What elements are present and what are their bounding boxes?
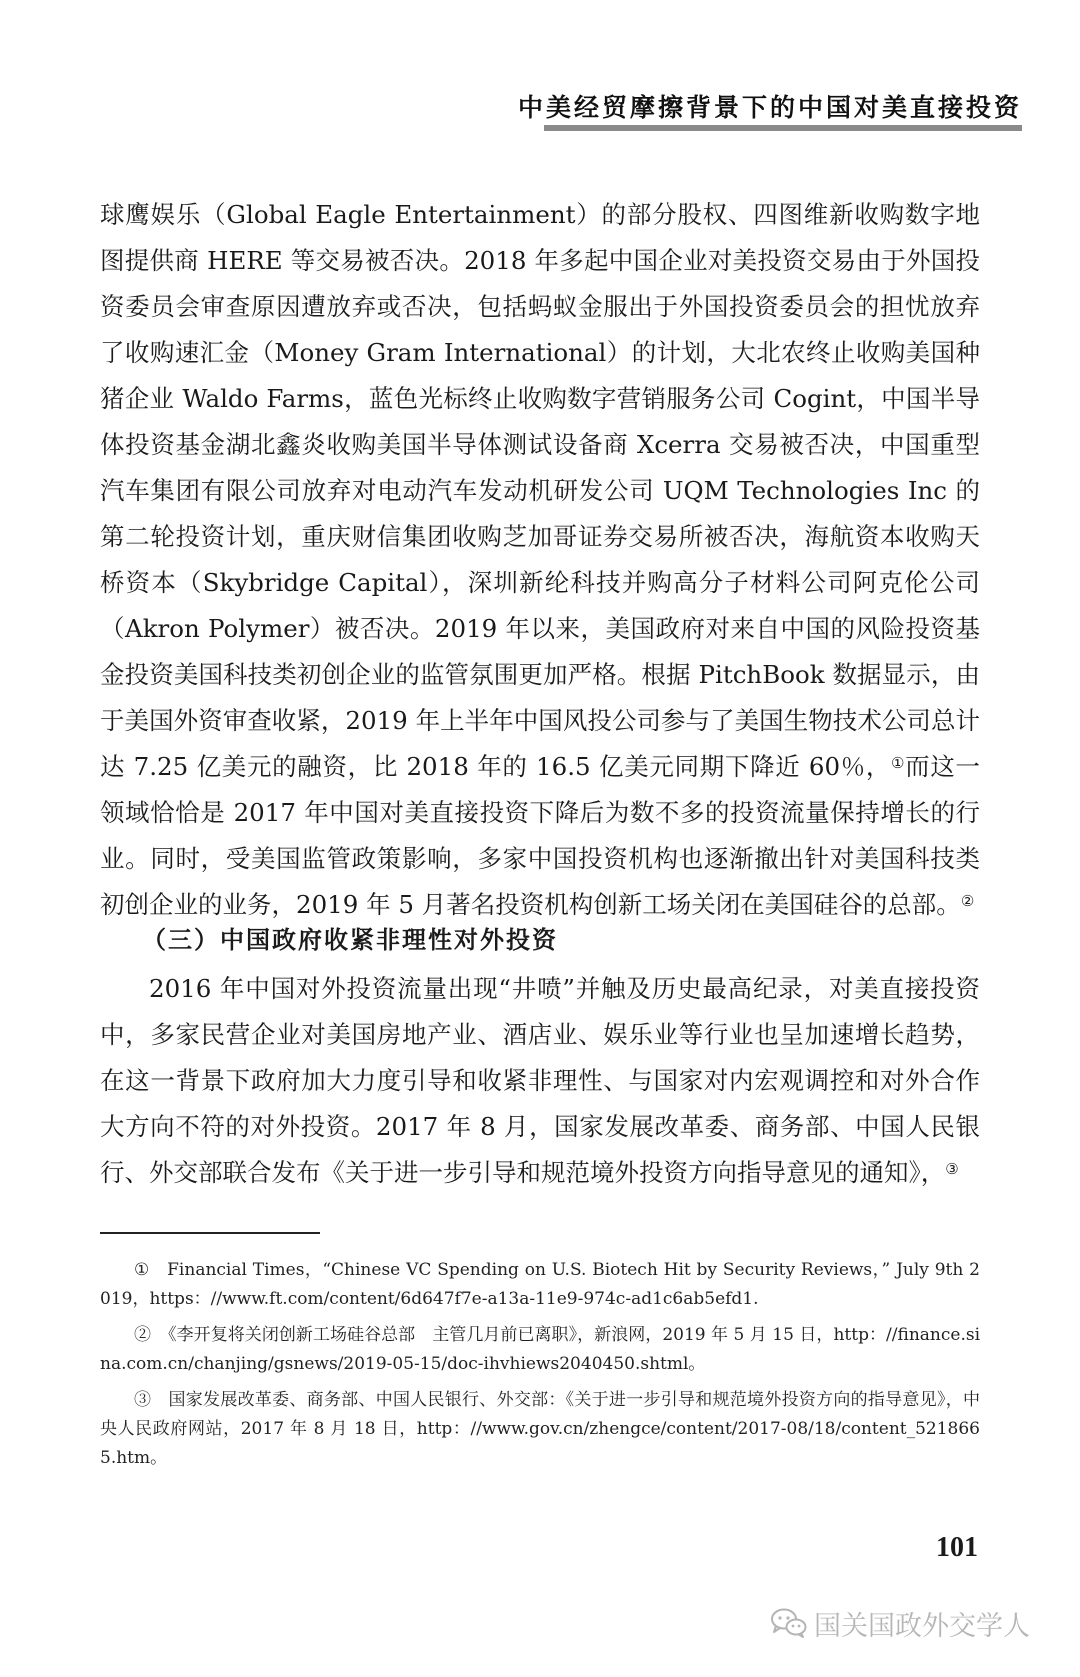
footnote-mark: ② [134,1325,152,1345]
footnote-ref-2[interactable]: ② [960,892,975,910]
body-paragraph-2 [100,966,980,1196]
footnote-ref-3[interactable]: ③ [945,1160,959,1178]
paragraph-2-text: 2016 年中国对外投资流量出现“井喷”并触及历史最高纪录，对美直接投资中，多家民营企业对美国房地产业、酒店业、娱乐业等行业也呈加速增长趋势，在这一背景下政府加大力度引导和收紧非理性、与国家对内宏观调控和对外合作大方向不符的对外投资。2017 年 8 月，国家发展改革委、商务部、中国人民银行、外交部联合发布《关于进一步引导和规范境外投资方向指导意见的通知》， [100,974,980,1187]
footnote-separator [100,1232,320,1234]
body-paragraph-1 [100,192,980,928]
watermark-text: 国关国政外交学人 [814,1610,1030,1642]
header-rule [544,125,1022,131]
footnote-1 [100,1256,980,1314]
footnote-mark: ③ [134,1390,152,1410]
footnote-text: Financial Times，“Chinese VC Spending on U.S. Biotech Hit by Security Reviews，” July 9th 2019，https：//www.ft.com/content/6d647f7e-a13a-11e9-974c-ad1c6ab5efd1. [100,1260,980,1309]
footnote-ref-1[interactable]: ① [891,754,906,772]
footnotes [100,1256,980,1480]
footnote-3 [100,1386,980,1473]
wechat-icon [770,1607,808,1639]
paragraph-1-continued: 而这一领域恰恰是 2017 年中国对美直接投资下降后为数不多的投资流量保持增长的行业。同时，受美国监管政策影响，多家中国投资机构也逐渐撤出针对美国科技类初创企业的业务，2019 年 5 月著名投资机构创新工场关闭在美国硅谷的总部。 [100,752,981,919]
running-header-title: 中美经贸摩擦背景下的中国对美直接投资 [517,93,1022,122]
paragraph-1-text: 球鹰娱乐（Global Eagle Entertainment）的部分股权、四图维新收购数字地图提供商 HERE 等交易被否决。2018 年多起中国企业对美投资交易由于外国投资委员会审查原因遭放弃或否决，包括蚂蚁金服出于外国投资委员会的担忧放弃了收购速汇金（Money Gram International）的计划，大北农终止收购美国种猪企业 Waldo Farms，蓝色光标终止收购数字营销服务公司 Cogint，中国半导体投资基金湖北鑫炎收购美国半导体测试设备商 Xcerra 交易被否决，中国重型汽车集团有限公司放弃对电动汽车发动机研发公司 UQM Technologies Inc 的第二轮投资计划，重庆财信集团收购芝加哥证券交易所被否决，海航资本收购天桥资本（Skybridge Capital），深圳新纶科技并购高分子材料公司阿克伦公司（Akron Polymer）被否决。2019 年以来，美国政府对来自中国的风险投资基金投资美国科技类初创企业的监管氛围更加严格。根据 PitchBook 数据显示，由于美国外资审查收紧，2019 年上半年中国风投公司参与了美国生物技术公司总计达 7.25 亿美元的融资，比 2018 年的 16.5 亿美元同期下降近 60％， [100,200,980,781]
footnote-2 [100,1321,980,1379]
page-number: 101 [936,1532,978,1563]
footnote-mark: ① [134,1260,150,1280]
section-heading: （三）中国政府收紧非理性对外投资 [142,926,558,954]
footnote-text: 《李开复将关闭创新工场硅谷总部 主管几月前已离职》，新浪网，2019 年 5 月 15 日，http：//finance.sina.com.cn/chanjing/gsnews/2019-05-15/doc-ihvhiews2040450.shtml。 [100,1325,981,1374]
watermark [770,1603,1030,1643]
footnote-text: 国家发展改革委、商务部、中国人民银行、外交部：《关于进一步引导和规范境外投资方向的指导意见》，中央人民政府网站，2017 年 8 月 18 日，http：//www.gov.cn/zhengce/content/2017-08/18/content_5218665.htm。 [100,1390,980,1468]
